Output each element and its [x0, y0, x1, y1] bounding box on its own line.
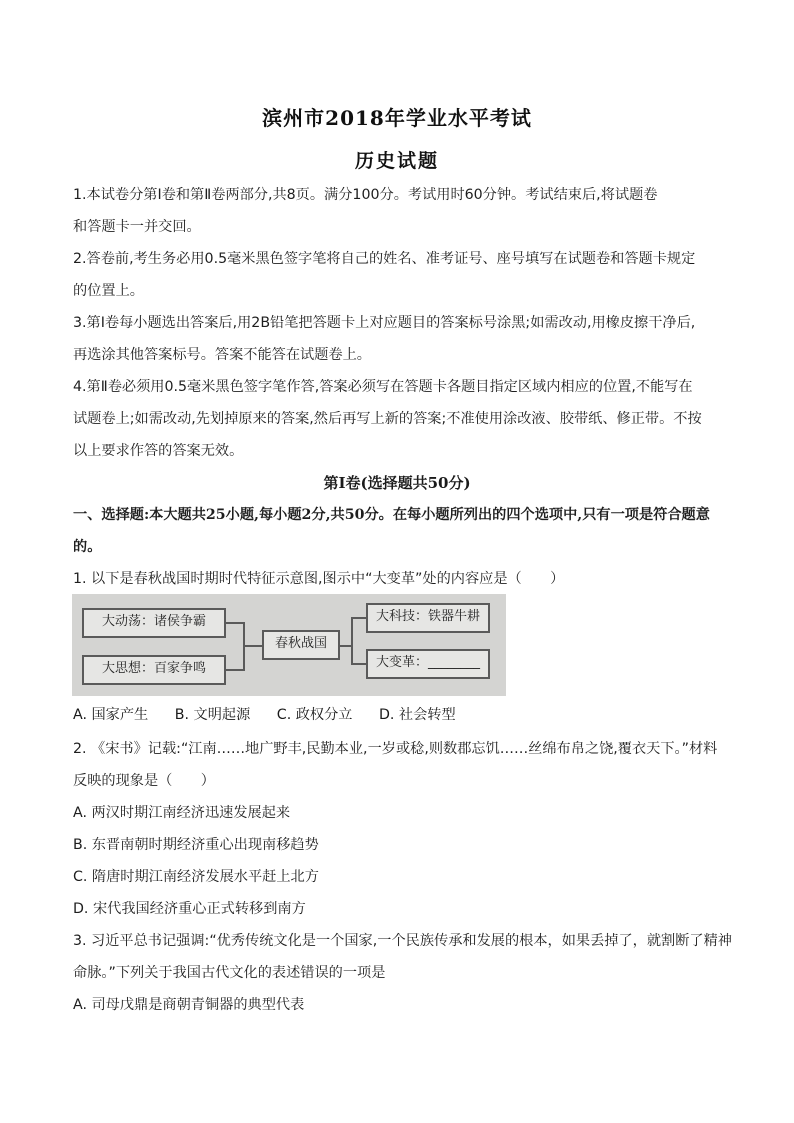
question-2-stem: 2. 《宋书》记载:“江南……地广野丰,民勤本业,一岁或稔,则数郡忘饥……丝绵布帛之饶,覆衣天下。”材料 — [73, 741, 718, 757]
option-d: D. 宋代我国经济重心正式转移到南方 — [73, 901, 306, 917]
instruction-line: 3.第Ⅰ卷每小题选出答案后,用2B铅笔把答题卡上对应题目的答案标号涂黑;如需改动,用橡皮擦干净后, — [73, 315, 696, 331]
diagram-box-right-top: 大科技：铁器牛耕 — [366, 603, 490, 633]
diagram-box-left-bottom: 大思想：百家争鸣 — [82, 655, 226, 685]
option-a: A. 国家产生 — [73, 707, 149, 723]
question-2-stem: 反映的现象是（ ） — [73, 773, 215, 789]
diagram-connector — [352, 663, 366, 665]
diagram-connector — [226, 622, 244, 624]
part-intro: 一、选择题:本大题共25小题,每小题2分,共50分。在每小题所列出的四个选项中,只有一项是符合题意 — [73, 507, 710, 523]
option-b: B. 东晋南朝时期经济重心出现南移趋势 — [73, 837, 319, 853]
diagram-connector — [226, 669, 244, 671]
option-c: C. 政权分立 — [276, 707, 353, 723]
exam-title: 滨州市2018年学业水平考试 — [262, 106, 532, 130]
section-title: 第Ⅰ卷(选择题共50分) — [323, 474, 471, 492]
option-a: A. 两汉时期江南经济迅速发展起来 — [73, 805, 291, 821]
instruction-line: 以上要求作答的答案无效。 — [73, 443, 244, 459]
instruction-line: 的位置上。 — [73, 283, 144, 299]
diagram-connector — [244, 645, 262, 647]
diagram-connector — [351, 617, 353, 665]
diagram-connector — [352, 617, 366, 619]
instruction-line: 试题卷上;如需改动,先划掉原来的答案,然后再写上新的答案;不准使用涂改液、胶带纸、修正带。不按 — [73, 411, 702, 427]
exam-subtitle: 历史试题 — [354, 150, 439, 172]
option-a: A. 司母戊鼎是商朝青铜器的典型代表 — [73, 997, 305, 1013]
part-intro: 的。 — [73, 539, 102, 555]
instruction-line: 2.答卷前,考生务必用0.5毫米黑色签字笔将自己的姓名、准考证号、座号填写在试题卷和答题卡规定 — [73, 251, 696, 267]
option-d: D. 社会转型 — [378, 707, 456, 723]
option-c: C. 隋唐时期江南经济发展水平赶上北方 — [73, 869, 319, 885]
instruction-line: 再选涂其他答案标号。答案不能答在试题卷上。 — [73, 347, 371, 363]
diagram-box-right-bottom: 大变革：________ — [366, 649, 490, 679]
instruction-line: 4.第Ⅱ卷必须用0.5毫米黑色签字笔作答,答案必须写在答题卡各题目指定区域内相应的位置,不能写在 — [73, 379, 693, 395]
question-1-stem: 1. 以下是春秋战国时期时代特征示意图,图示中“大变革”处的内容应是（ ） — [73, 571, 565, 587]
option-b: B. 文明起源 — [174, 707, 251, 723]
instruction-line: 和答题卡一并交回。 — [73, 219, 201, 235]
era-diagram — [72, 594, 506, 696]
diagram-box-center: 春秋战国 — [262, 630, 340, 660]
question-3-stem: 命脉。”下列关于我国古代文化的表述错误的一项是 — [73, 965, 386, 981]
question-3-stem: 3. 习近平总书记强调:“优秀传统文化是一个国家,一个民族传承和发展的根本，如果丢掉了，就割断了精神 — [73, 933, 732, 949]
instruction-line: 1.本试卷分第Ⅰ卷和第Ⅱ卷两部分,共8页。满分100分。考试用时60分钟。考试结束后,将试题卷 — [73, 187, 658, 203]
diagram-box-left-top: 大动荡：诸侯争霸 — [82, 608, 226, 638]
question-1-options — [73, 704, 478, 724]
